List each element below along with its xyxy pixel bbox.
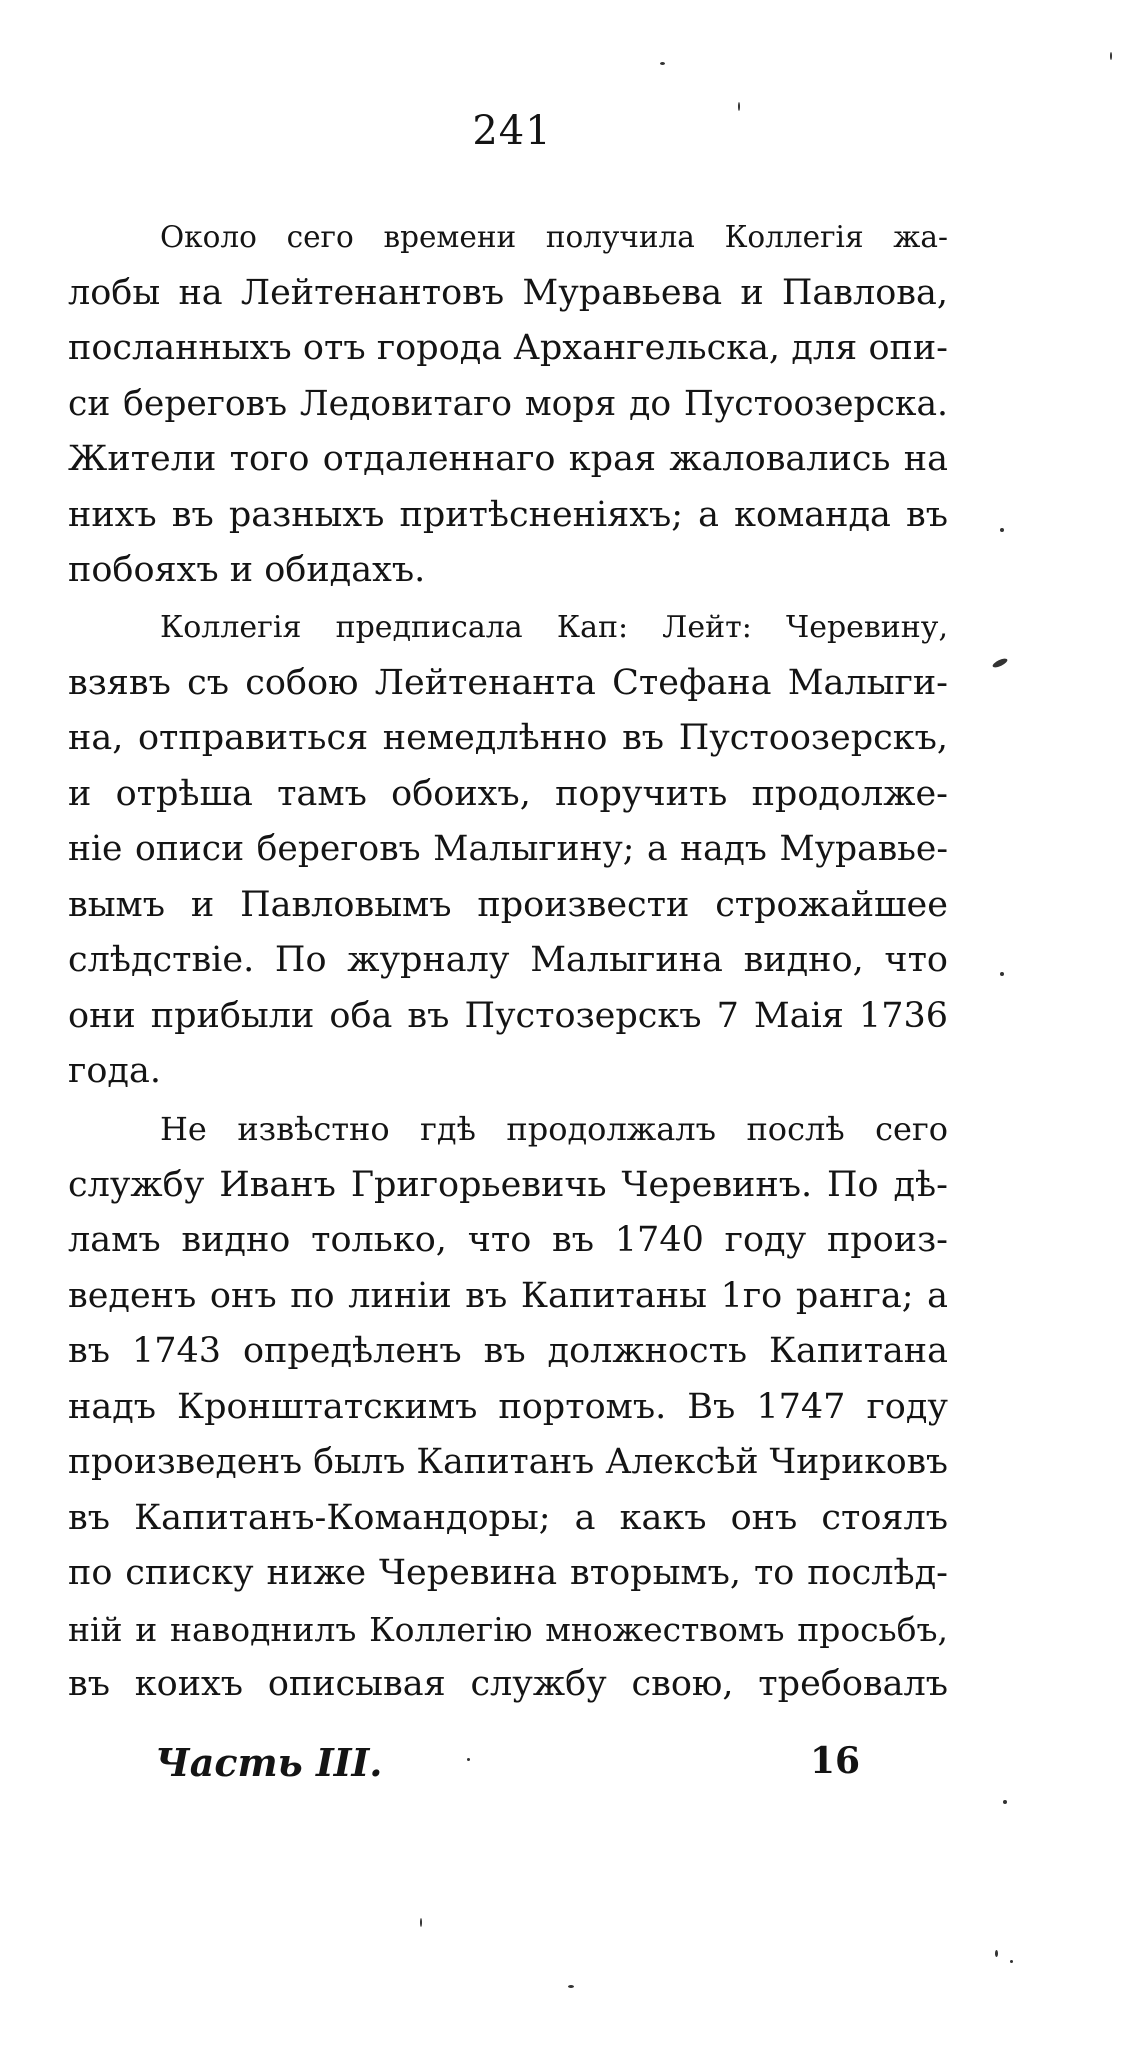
page-number: 241 [472,108,552,154]
paragraph-3 [68,1102,948,1713]
text-line: слѣдствіе. По журналу Малыгина видно, что [68,940,948,980]
text-line: Около сего времени получила Коллегія жа- [160,220,948,254]
text-line: лобы на Лейтенантовъ Муравьева и Павлова, [68,272,948,313]
text-line: на, отправиться немедлѣнно въ Пустоозерскъ, [68,718,948,758]
text-line: Не извѣстно гдѣ продолжалъ послѣ сего [160,1110,948,1148]
text-line: веденъ онъ по линіи въ Капитаны 1го ранга; а [68,1275,948,1316]
text-line: нихъ въ разныхъ притѣсненіяхъ; а команда въ [68,494,948,535]
scan-speck [995,1950,998,1957]
paragraph-1 [68,210,948,599]
text-line: они прибыли оба въ Пустозерскъ 7 Маія 1736 [68,995,948,1036]
text-line: ламъ видно только, что въ 1740 году произ- [68,1220,948,1260]
text-line: посланныхъ отъ города Архангельска, для опи- [68,328,948,368]
text-line: ніе описи береговъ Малыгину; а надъ Муравье- [68,829,948,869]
text-line: и отрѣша тамъ обоихъ, поручить продолже- [68,773,948,814]
text-line: ній и наводнилъ Коллегію множествомъ просьбъ, [68,1609,948,1649]
text-line: произведенъ былъ Капитанъ Алексѣй Чириковъ [68,1442,948,1482]
scan-speck [1000,528,1004,532]
text-line: побояхъ и обидахъ. [68,550,426,590]
page-footer [155,1740,861,1790]
scan-speck [420,1918,422,1927]
text-line: надъ Кронштатскимъ портомъ. Въ 1747 году [68,1386,948,1427]
text-line: Коллегія предписала Кап: Лейт: Черевину, [160,610,948,645]
scan-speck [1110,52,1112,60]
scan-speck [991,657,1008,669]
scan-speck [660,62,665,65]
paragraph-2 [68,600,948,1100]
text-line: службу Иванъ Григорьевичь Черевинъ. По дѣ- [68,1164,948,1205]
text-line: вымъ и Павловымъ произвести строжайшее [68,884,948,925]
scan-speck [568,1985,574,1988]
scan-speck [1000,972,1004,976]
sheet-number: 16 [810,1740,861,1782]
scan-speck [1003,1800,1007,1804]
text-line: взявъ съ собою Лейтенанта Стефана Малыги- [68,662,948,703]
volume-signature: Часть III. [155,1740,383,1785]
text-line: въ коихъ описывая службу свою, требовалъ [68,1664,948,1704]
text-line: въ 1743 опредѣленъ въ должность Капитана [68,1331,948,1371]
text-line: года. [68,1051,161,1091]
text-line: Жители того отдаленнаго края жаловались на [68,439,948,479]
text-line: по списку ниже Черевина вторымъ, то послѣд- [68,1553,948,1593]
scan-speck [1010,1960,1013,1963]
text-line: въ Капитанъ-Командоры; а какъ онъ стоялъ [68,1497,948,1538]
scan-speck [467,1758,470,1761]
text-line: си береговъ Ледовитаго моря до Пустоозерска. [68,383,948,424]
scan-speck [738,102,740,111]
